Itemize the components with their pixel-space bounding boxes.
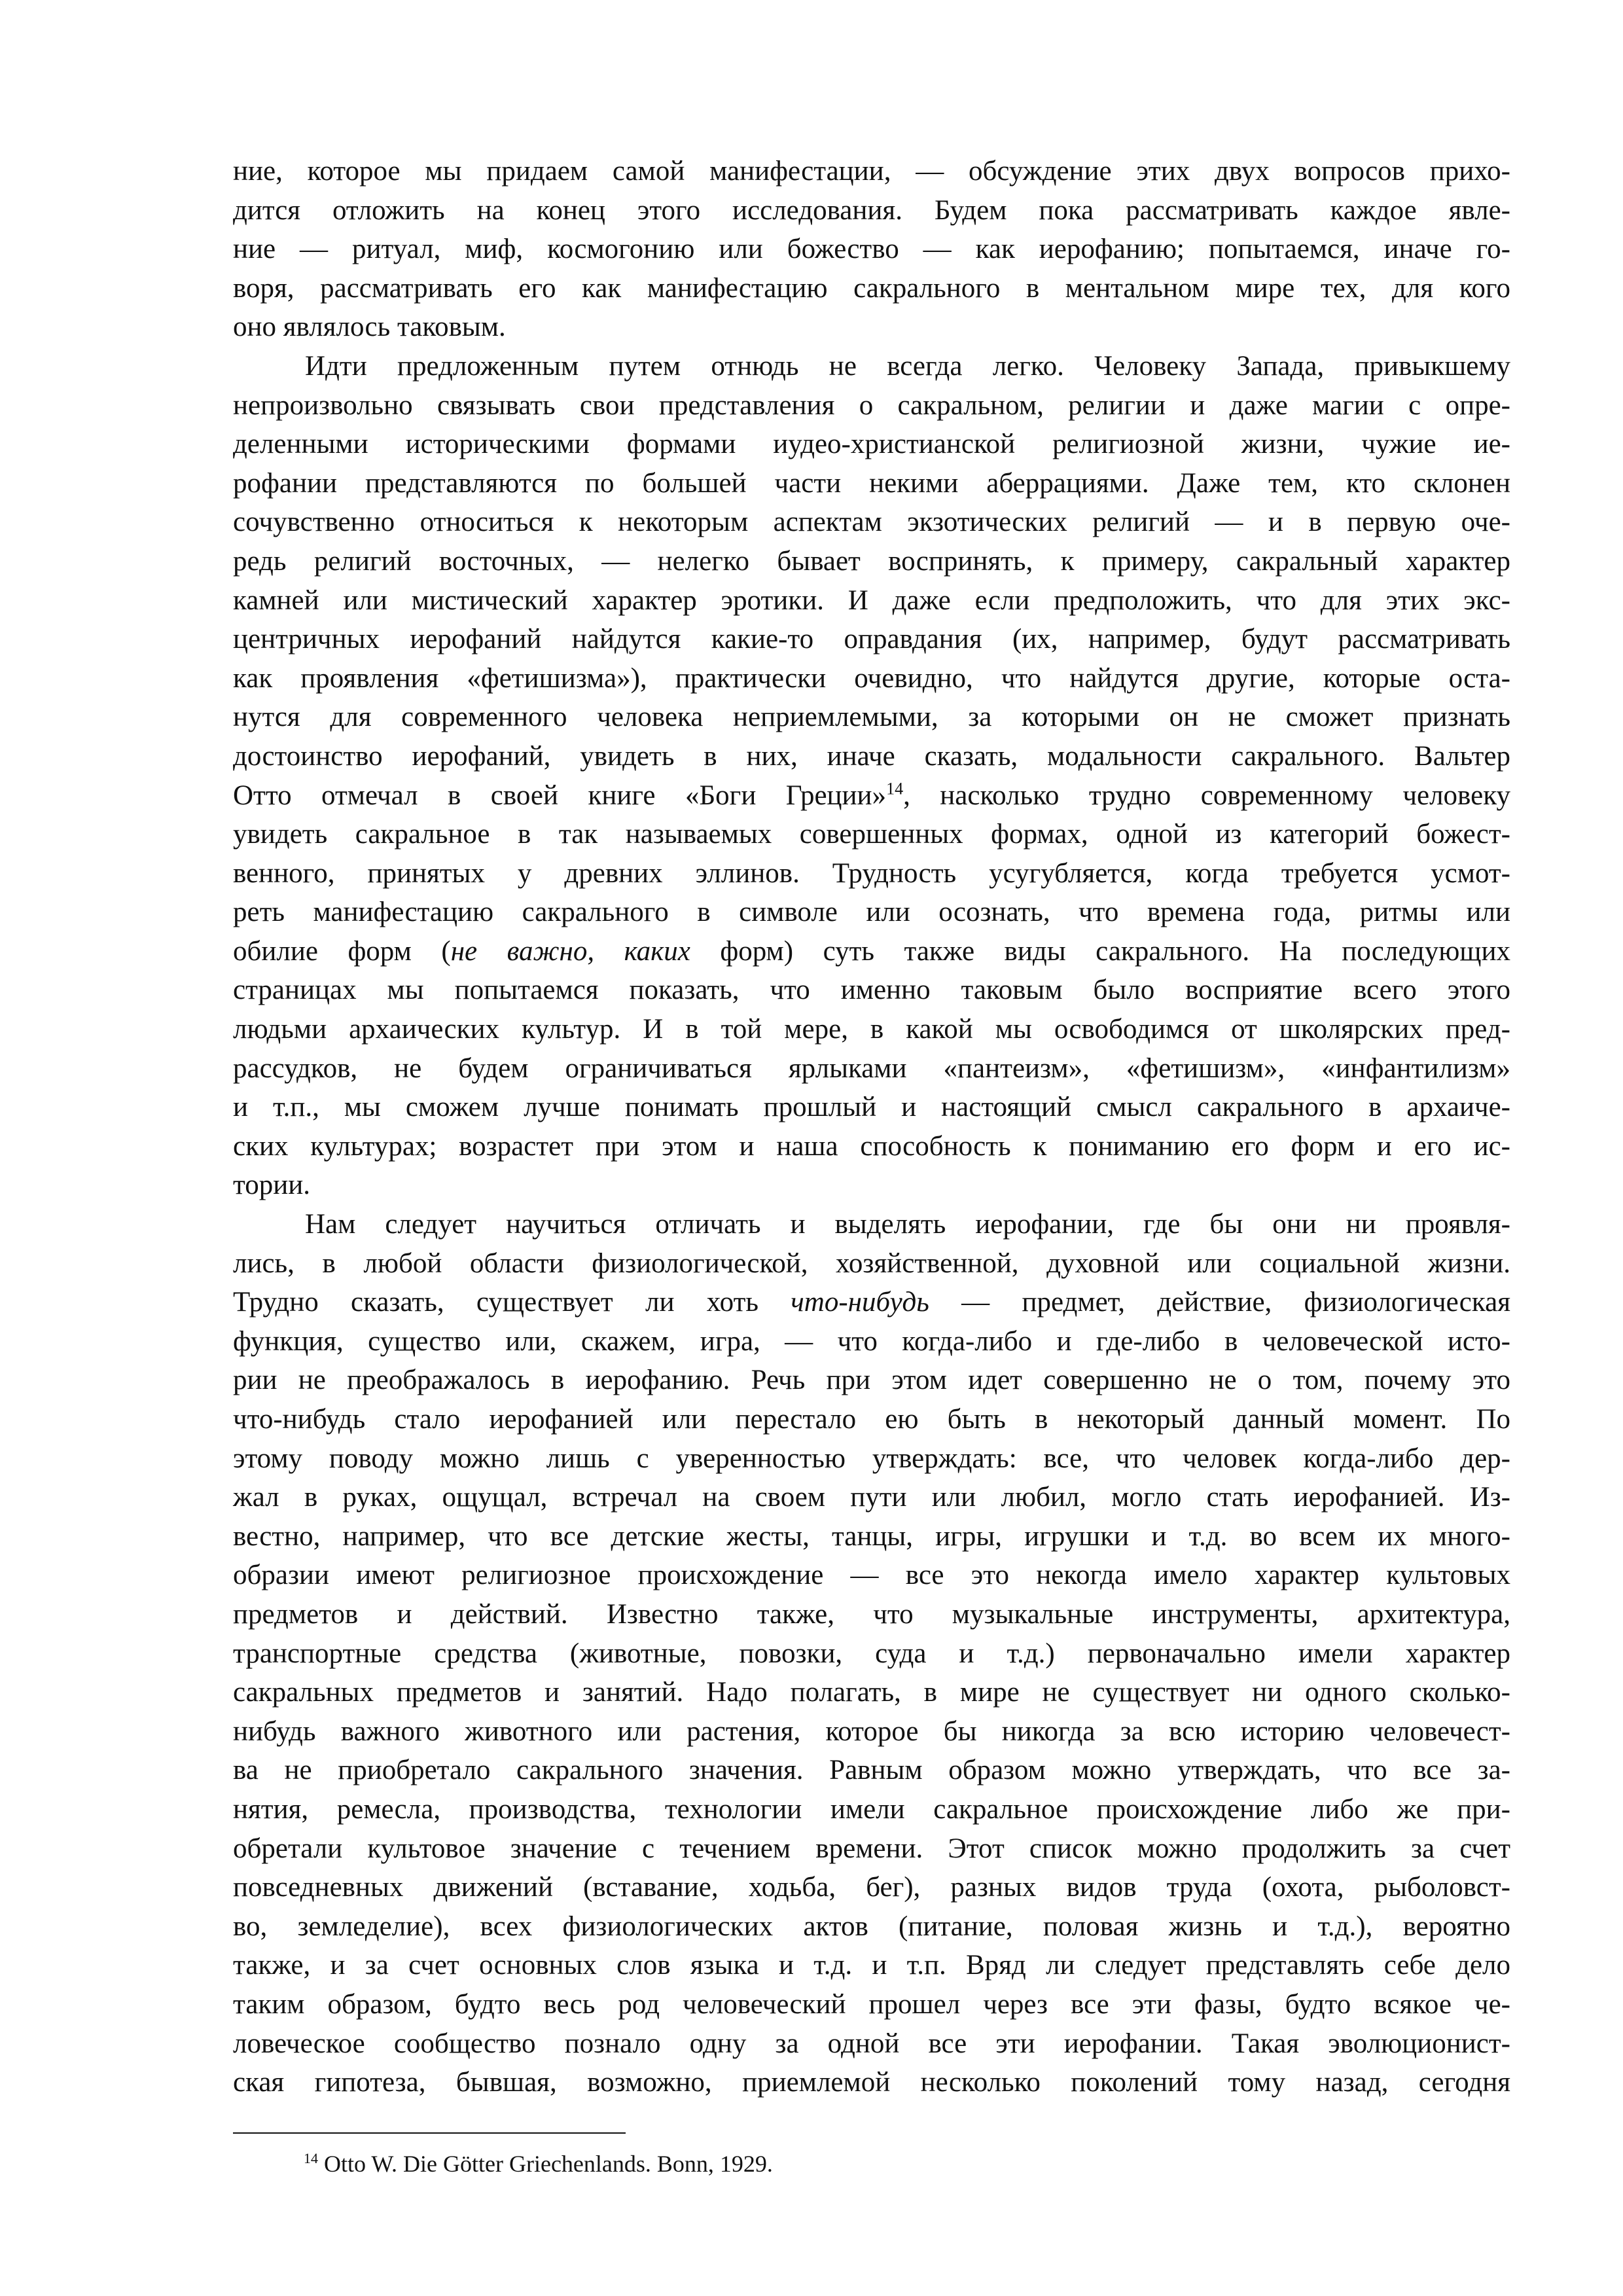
- text-line: ние — ритуал, миф, космогонию или божество — как иерофанию; попытаемся, иначе го-: [233, 234, 1510, 265]
- text-line: сакральных предметов и занятий. Надо полагать, в мире не существует ни одного сколько-: [233, 1677, 1510, 1708]
- text-line: рии не преображалось в иерофанию. Речь при этом идет совершенно не о том, почему это: [233, 1365, 1510, 1396]
- footnote: [304, 2148, 1482, 2179]
- text-line: функция, существо или, скажем, игра, — что когда-либо и где-либо в человеческой исто-: [233, 1325, 1510, 1357]
- text-line: и т.п., мы сможем лучше понимать прошлый и настоящий смысл сакрального в архаиче-: [233, 1092, 1510, 1123]
- text-line: нутся для современного человека неприемлемыми, за которыми он не сможет признать: [233, 702, 1510, 733]
- text-line: повседневных движений (вставание, ходьба, бег), разных видов труда (охота, рыболовст-: [233, 1872, 1510, 1903]
- text-line: реть манифестацию сакрального в символе или осознать, что времена года, ритмы или: [233, 897, 1510, 928]
- footnote-divider: [233, 2132, 626, 2134]
- text-line: как проявления «фетишизма»), практически очевидно, что найдутся другие, которые оста-: [233, 662, 1510, 694]
- text-segment: — предмет, действие, физиологическая: [929, 1287, 1510, 1318]
- text-line: ние, которое мы придаем самой манифестации, — обсуждение этих двух вопросов прихо-: [233, 156, 1510, 187]
- text-line: воря, рассматривать его как манифестацию сакрального в ментальном мире тех, для кого: [233, 272, 1510, 304]
- italic-phrase: не важно, каких: [450, 935, 690, 967]
- text-line: страницах мы попытаемся показать, что именно таковым было восприятие всего этого: [233, 975, 1510, 1006]
- text-line: рассудков, не будем ограничиваться ярлыками «пантеизм», «фетишизм», «инфантилизм»: [233, 1052, 1510, 1084]
- body-text: [233, 152, 1510, 2180]
- text-line-with-footnote: [233, 776, 1510, 816]
- text-line: деленными историческими формами иудео-христианской религиозной жизни, чужие ие-: [233, 429, 1510, 460]
- text-line: центричных иерофаний найдутся какие-то оправдания (их, например, будут рассматривать: [233, 624, 1510, 655]
- text-line: ловеческое сообщество познало одну за одной все эти иерофании. Такая эволюционист-: [233, 2028, 1510, 2059]
- footnote-text: Otto W. Die Götter Griechenlands. Bonn, 1929.: [324, 2151, 773, 2177]
- text-line: образии имеют религиозное происхождение — все это некогда имело характер культовых: [233, 1560, 1510, 1591]
- text-segment: Отто отмечал в своей книге «Боги Греции»: [233, 780, 887, 811]
- paragraph-first-line: Идти предложенным путем отнюдь не всегда легко. Человеку Запада, привыкшему: [305, 350, 1510, 382]
- text-line: вестно, например, что все детские жесты, танцы, игры, игрушки и т.д. во всем их много-: [233, 1520, 1510, 1552]
- text-line: ва не приобретало сакрального значения. Равным образом можно утверждать, что все за-: [233, 1755, 1510, 1786]
- text-segment: Трудно сказать, существует ли хоть: [233, 1287, 791, 1318]
- text-line: транспортные средства (животные, повозки, суда и т.д.) первоначально имели характер: [233, 1638, 1510, 1669]
- text-line: также, и за счет основных слов языка и т.д. и т.п. Вряд ли следует представлять себе дело: [233, 1950, 1510, 1981]
- footnote-marker[interactable]: 14: [886, 779, 904, 798]
- text-line: достоинство иерофаний, увидеть в них, иначе сказать, модальности сакрального. Вальтер: [233, 740, 1510, 772]
- text-line: тории.: [233, 1170, 310, 1201]
- paragraph-first-line: Нам следует научиться отличать и выделять иерофании, где бы они ни проявля-: [305, 1209, 1510, 1240]
- text-line: предметов и действий. Известно также, что музыкальные инструменты, архитектура,: [233, 1598, 1510, 1630]
- text-line: лись, в любой области физиологической, хозяйственной, духовной или социальной жизни.: [233, 1247, 1510, 1279]
- text-line: непроизвольно связывать свои представления о сакральном, религии и даже магии с опре-: [233, 389, 1510, 421]
- text-line: рофании представляются по большей части некими аберрациями. Даже тем, кто склонен: [233, 467, 1510, 499]
- text-line: жал в руках, ощущал, встречал на своем пути или любил, могло стать иерофанией. Из-: [233, 1482, 1510, 1513]
- text-segment: , насколько трудно современному человеку: [903, 780, 1510, 811]
- text-line: этому поводу можно лишь с уверенностью утверждать: все, что человек когда-либо дер-: [233, 1443, 1510, 1474]
- text-line: камней или мистический характер эротики. И даже если предположить, что для этих экс-: [233, 584, 1510, 616]
- text-line: венного, принятых у древних эллинов. Трудность усугубляется, когда требуется усмот-: [233, 857, 1510, 889]
- text-line-with-italic: [233, 932, 1510, 971]
- text-line: обретали культовое значение с течением времени. Этот список можно продолжить за счет: [233, 1833, 1510, 1864]
- text-line: ских культурах; возрастет при этом и наша способность к пониманию его форм и его ис-: [233, 1130, 1510, 1162]
- text-line: редь религий восточных, — нелегко бывает воспринять, к примеру, сакральный характер: [233, 545, 1510, 577]
- text-line: во, земледелие), всех физиологических актов (питание, половая жизнь и т.д.), вероятно: [233, 1910, 1510, 1942]
- text-line: дится отложить на конец этого исследования. Будем пока рассматривать каждое явле-: [233, 194, 1510, 226]
- text-line: нибудь важного животного или растения, которое бы никогда за всю историю человечест-: [233, 1715, 1510, 1747]
- text-line: что-нибудь стало иерофанией или перестало ею быть в некоторый данный момент. По: [233, 1404, 1510, 1435]
- text-line: сочувственно относиться к некоторым аспектам экзотических религий — и в первую оче-: [233, 507, 1510, 538]
- text-line: [233, 2102, 1510, 2142]
- text-line: нятия, ремесла, производства, технологии имели сакральное происхождение либо же при-: [233, 1793, 1510, 1825]
- italic-phrase: что-нибудь: [791, 1287, 929, 1318]
- text-line: людьми архаических культур. И в той мере, в какой мы освободимся от школярских пред-: [233, 1014, 1510, 1045]
- text-segment: обилие форм (: [233, 935, 451, 967]
- text-line: оно являлось таковым.: [233, 312, 506, 343]
- footnote-number: 14: [304, 2150, 318, 2166]
- text-line: ская гипотеза, бывшая, возможно, приемлемой несколько поколений тому назад, сегодня: [233, 2067, 1510, 2098]
- text-line: увидеть сакральное в так называемых совершенных формах, одной из категорий божест-: [233, 819, 1510, 850]
- text-line: таким образом, будто весь род человеческий прошел через все эти фазы, будто всякое че-: [233, 1988, 1510, 2020]
- text-segment: форм) суть также виды сакрального. На последующих: [690, 935, 1510, 967]
- text-line-with-italic: [233, 1283, 1510, 1322]
